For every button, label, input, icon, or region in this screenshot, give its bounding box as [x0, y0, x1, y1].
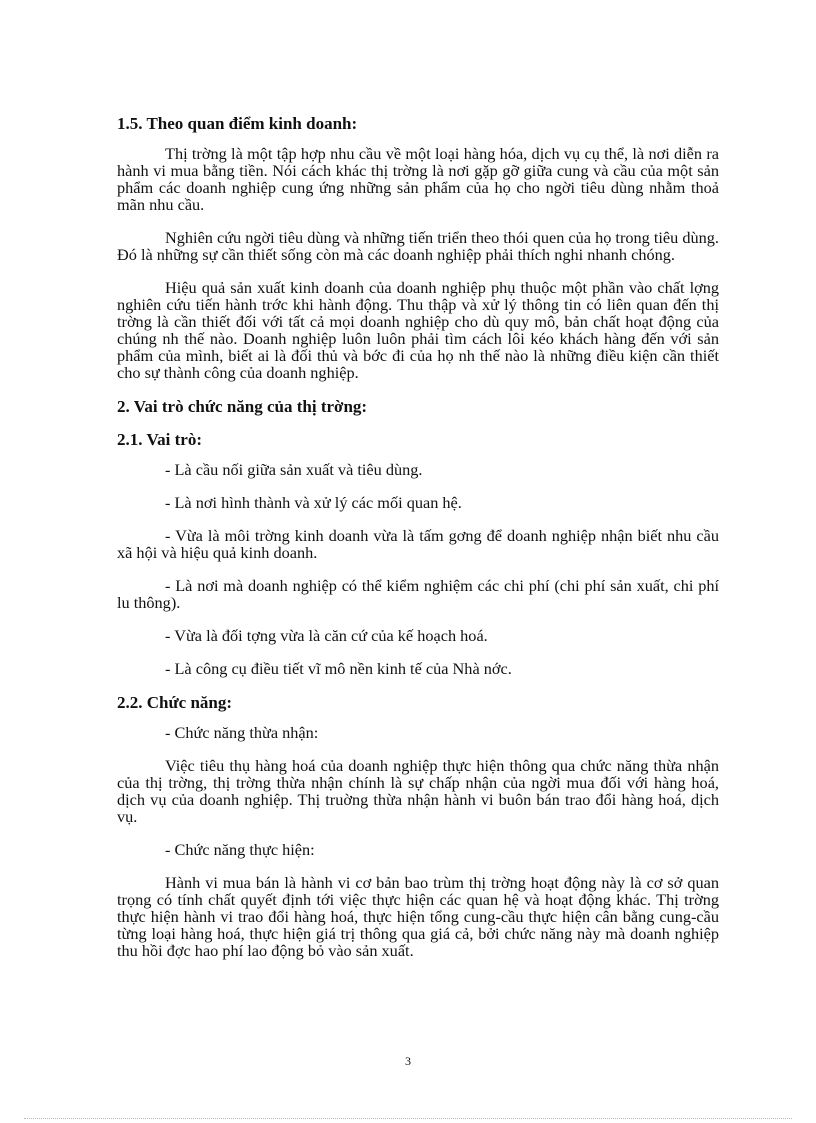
role-item: - Là công cụ điều tiết vĩ mô nền kinh tế của Nhà nớc.: [165, 659, 512, 678]
footer-divider: [24, 1118, 792, 1119]
role-item: - Là nơi hình thành và xử lý các mối quan hệ.: [165, 493, 462, 512]
paragraph-consumer-research: Nghiên cứu ngời tiêu dùng và những tiến triển theo thói quen của họ trong tiêu dùng. Đó là những sự cần thiết sống còn mà các doanh nghiệp phải thích nghi nhanh chóng.: [117, 228, 719, 264]
heading-1-5: 1.5. Theo quan điểm kinh doanh:: [117, 114, 358, 133]
heading-2: 2. Vai trò chức năng của thị trờng:: [117, 397, 368, 416]
role-item: - Là nơi mà doanh nghiệp có thể kiểm nghiệm các chi phí (chi phí sản xuất, chi phí lu thông).: [117, 576, 719, 612]
function-title-realization: - Chức năng thực hiện:: [165, 840, 315, 859]
paragraph-acceptance-function: Việc tiêu thụ hàng hoá của doanh nghiệp thực hiện thông qua chức năng thừa nhận của thị trờng, thị trờng thừa nhận chính là sự chấp nhận của ngời mua đối với hàng hoá, dịch vụ của doanh nghiệp. Thị truờng thừa nhận hành vi buôn bán trao đổi hàng hoá, dịch vụ.: [117, 756, 719, 826]
paragraph-business-efficiency: Hiệu quả sản xuất kinh doanh của doanh nghiệp phụ thuộc một phần vào chất lợng nghiên cứu tiến hành trớc khi hành động. Thu thập và xử lý thông tin có liên quan đến thị trờng là cần thiết đối với tất cả mọi doanh nghiệp cho dù quy mô, bản chất hoạt động của chúng nh thế nào. Doanh nghiệp luôn luôn phải tìm cách lôi kéo khách hàng đến với sản phẩm của mình, biết ai là đối thủ và bớc đi của họ nh thế nào là những điều kiện cần thiết cho sự thành công của doanh nghiệp.: [117, 278, 719, 382]
heading-2-1: 2.1. Vai trò:: [117, 430, 202, 449]
function-title-acceptance: - Chức năng thừa nhận:: [165, 723, 319, 742]
role-item: - Vừa là môi trờng kinh doanh vừa là tấm gơng để doanh nghiệp nhận biết nhu cầu xã hội và hiệu quả kinh doanh.: [117, 526, 719, 562]
page-content: [117, 100, 719, 1030]
heading-2-2: 2.2. Chức năng:: [117, 693, 233, 712]
role-item: - Là cầu nối giữa sản xuất và tiêu dùng.: [165, 460, 423, 479]
paragraph-market-definition: Thị trờng là một tập hợp nhu cầu về một loại hàng hóa, dịch vụ cụ thể, là nơi diễn ra hành vi mua bằng tiền. Nói cách khác thị trờng là nơi gặp gỡ giữa cung và cầu của một sản phẩm các doanh nghiệp cung ứng những sản phẩm của họ cho ngời tiêu dùng nhằm thoả mãn nhu cầu.: [117, 144, 719, 214]
page-number: 3: [405, 1054, 411, 1068]
role-item: - Vừa là đối tợng vừa là căn cứ của kế hoạch hoá.: [165, 626, 488, 645]
paragraph-realization-function: Hành vi mua bán là hành vi cơ bản bao trùm thị trờng hoạt động này là cơ sở quan trọng có tính chất quyết định tới việc thực hiện các quan hệ và hoạt động khác. Thị trờng thực hiện hành vi trao đổi hàng hoá, thực hiện tổng cung-cầu thực hiện cân bằng cung-cầu từng loại hàng hoá, thực hiện giá trị thông qua giá cả, bởi chức năng này mà doanh nghiệp thu hồi đợc hao phí lao động bỏ vào sản xuất.: [117, 873, 719, 960]
